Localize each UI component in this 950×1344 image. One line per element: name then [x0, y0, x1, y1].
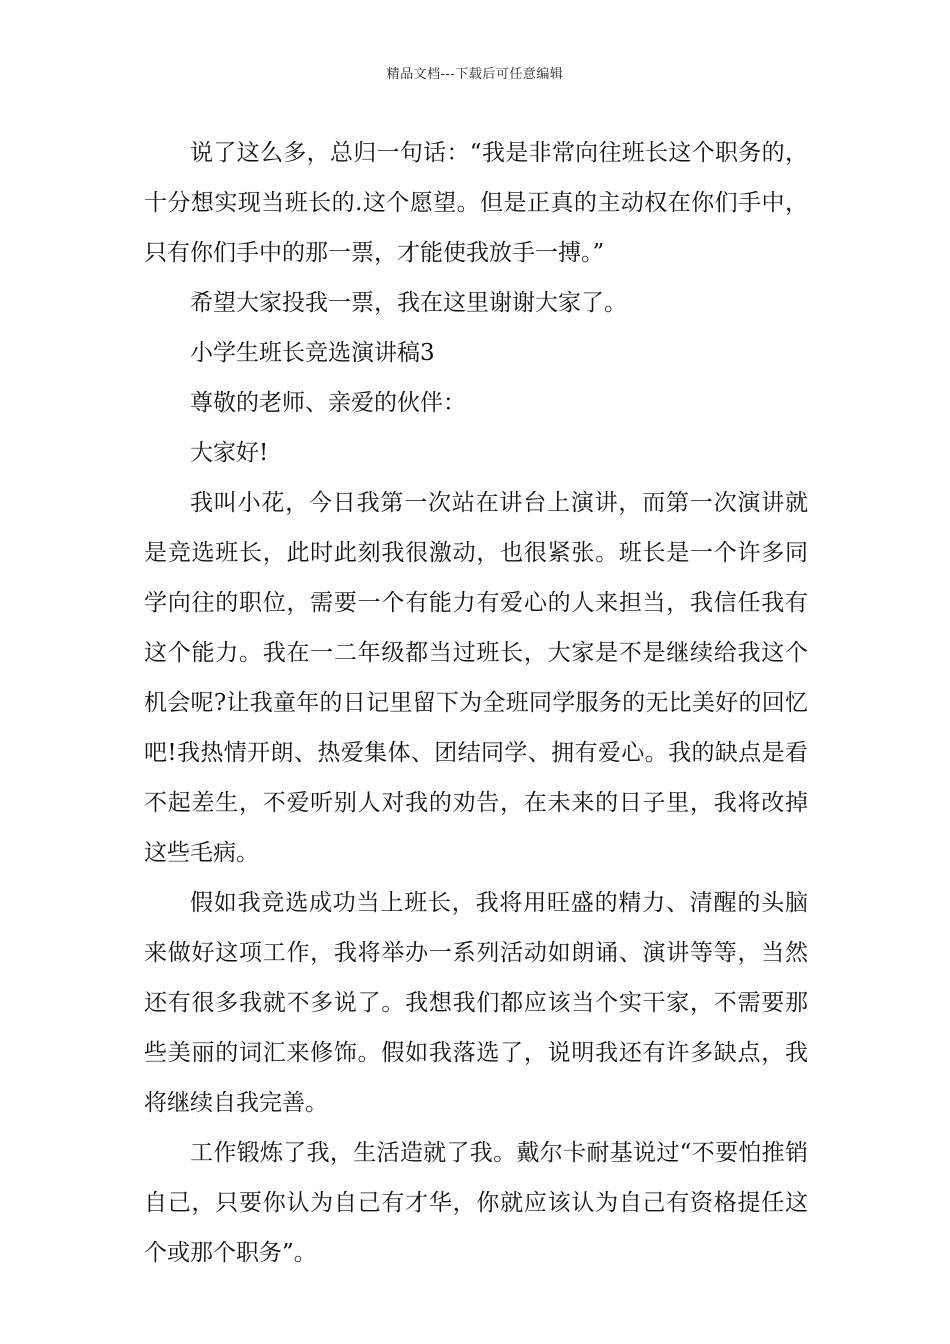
document-body	[144, 128, 808, 1278]
page-header: 精品文档---下载后可任意编辑	[386, 67, 564, 82]
paragraph-vote-request: 希望大家投我一票，我在这里谢谢大家了。	[190, 290, 627, 316]
paragraph-quote: 工作锻炼了我，生活造就了我。戴尔卡耐基说过“不要怕推销自己，只要你认为自己有才华，你就应该认为自己有资格提任这个或那个职务”。	[144, 1140, 808, 1266]
section-title: 小学生班长竞选演讲稿3	[190, 340, 435, 366]
paragraph-summary: 说了这么多，总归一句话：“我是非常向往班长这个职务的，十分想实现当班长的.这个愿望。但是正真的主动权在你们手中，只有你们手中的那一票，才能使我放手一搏。”	[144, 140, 808, 266]
greeting: 大家好!	[190, 440, 269, 466]
paragraph-introduction: 我叫小花，今日我第一次站在讲台上演讲，而第一次演讲就是竞选班长，此时此刻我很激动，也很紧张。班长是一个许多同学向往的职位，需要一个有能力有爱心的人来担当，我信任我有这个能力。我在一二年级都当过班长，大家是不是继续给我这个机会呢?让我童年的日记里留下为全班同学服务的无比美好的回忆吧!我热情开朗、热爱集体、团结同学、拥有爱心。我的缺点是看不起差生，不爱听别人对我的劝告，在未来的日子里，我将改掉这些毛病。	[144, 490, 808, 866]
salutation: 尊敬的老师、亲爱的伙伴：	[190, 390, 466, 416]
paragraph-plans: 假如我竞选成功当上班长，我将用旺盛的精力、清醒的头脑来做好这项工作，我将举办一系列活动如朗诵、演讲等等，当然还有很多我就不多说了。我想我们都应该当个实干家，不需要那些美丽的词汇来修饰。假如我落选了，说明我还有许多缺点，我将继续自我完善。	[144, 890, 808, 1116]
